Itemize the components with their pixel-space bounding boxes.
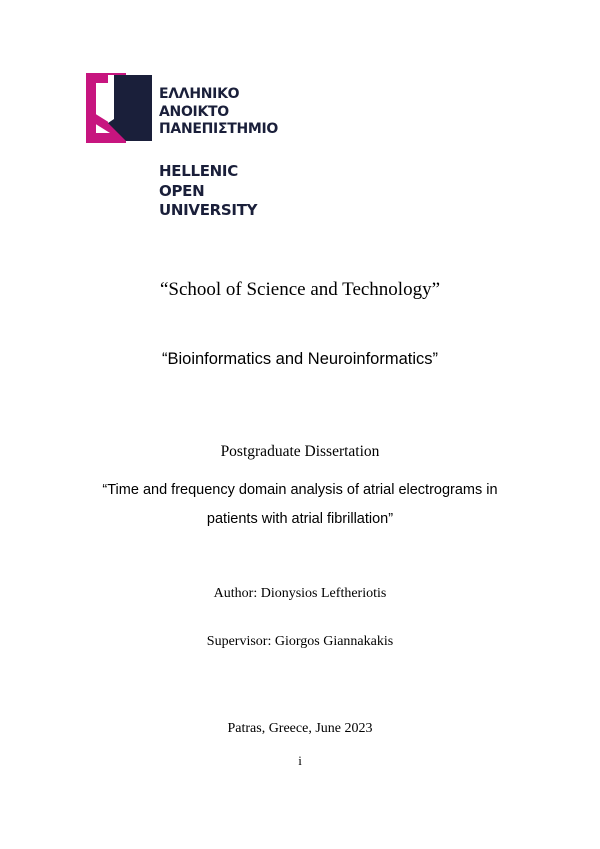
- university-logo-mark-icon: [86, 73, 154, 143]
- logo-greek-line: ΠΑΝΕΠΙΣΤΗΜΙΟ: [159, 121, 279, 137]
- school-name: “School of Science and Technology”: [159, 279, 441, 300]
- university-logo: [86, 73, 279, 145]
- place-date: Patras, Greece, June 2023: [227, 721, 373, 736]
- logo-english-text: [159, 162, 257, 221]
- logo-greek-line: ΕΛΛΗΝΙΚΟ: [159, 86, 240, 102]
- logo-english-line: UNIVERSITY: [159, 201, 258, 219]
- dissertation-title-line: patients with atrial fibrillation”: [206, 511, 394, 527]
- program-name: “Bioinformatics and Neuroinformatics”: [161, 350, 438, 368]
- logo-greek-text: [159, 86, 278, 139]
- supervisor-line: Supervisor: Giorgos Giannakakis: [206, 634, 394, 649]
- author-line: Author: Dionysios Leftheriotis: [213, 586, 387, 601]
- logo-english-line: HELLENIC: [159, 162, 238, 180]
- page-number: i: [298, 753, 302, 768]
- logo-english-line: OPEN: [159, 181, 205, 200]
- logo-greek-line: ΑΝΟΙΚΤΟ: [159, 103, 229, 120]
- dissertation-title-line: “Time and frequency domain analysis of atrial electrograms in: [102, 482, 498, 498]
- dissertation-type: Postgraduate Dissertation: [220, 443, 380, 460]
